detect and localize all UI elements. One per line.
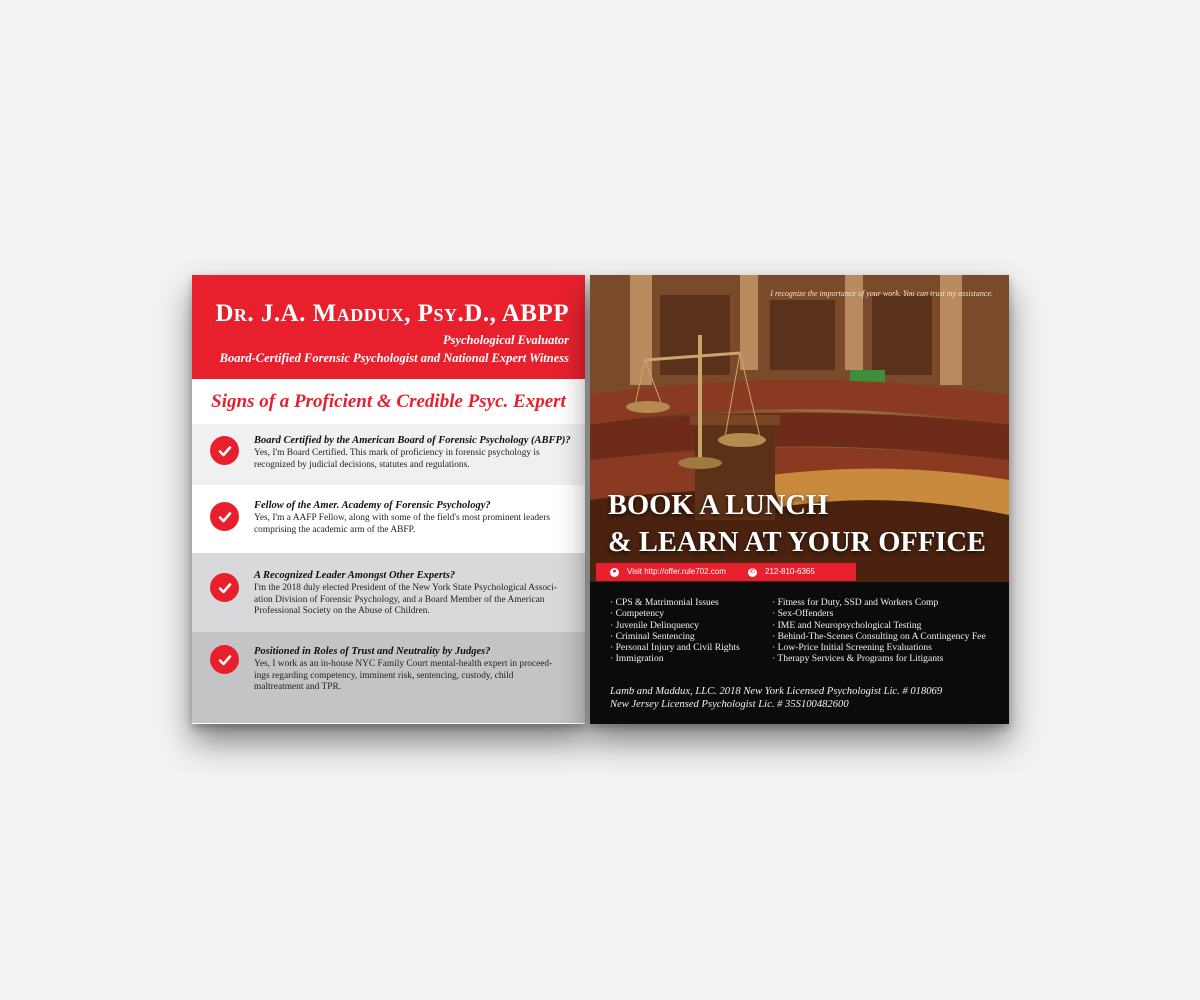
front-card bbox=[192, 275, 585, 724]
website-text[interactable]: Visit http://offer.rule702.com bbox=[627, 567, 726, 576]
phone-icon: ✆ bbox=[749, 568, 756, 575]
item-answer-line: Yes, I'm Board Certified. This mark of proficiency in forensic psychology is bbox=[254, 448, 540, 458]
item-answer bbox=[254, 583, 575, 618]
service-item: · Competency bbox=[610, 608, 740, 619]
checkmark-icon bbox=[210, 436, 239, 465]
service-item: · IME and Neuropsychological Testing bbox=[772, 620, 986, 631]
item-answer bbox=[254, 659, 575, 694]
headline bbox=[608, 487, 986, 561]
license-info bbox=[610, 685, 942, 711]
credential-item bbox=[192, 632, 585, 723]
item-question: A Recognized Leader Amongst Other Experts? bbox=[254, 570, 456, 581]
item-question: Fellow of the Amer. Academy of Forensic Psychology? bbox=[254, 500, 491, 511]
item-answer bbox=[254, 513, 575, 536]
item-answer-line: ation Division of Forensic Psychology, and a Board Member of the American bbox=[254, 594, 545, 605]
item-answer-line: comprising the academic arm of the ABFP. bbox=[254, 524, 416, 535]
checkmark-icon bbox=[210, 502, 239, 531]
item-question: Positioned in Roles of Trust and Neutrality by Judges? bbox=[254, 646, 491, 657]
service-item: · Juvenile Delinquency bbox=[610, 620, 740, 631]
item-answer-line: Professional Society on the Abuse of Children. bbox=[254, 606, 430, 616]
credential-item bbox=[192, 553, 585, 632]
license-line: Lamb and Maddux, LLC. 2018 New York Licensed Psychologist Lic. # 018069 bbox=[610, 686, 943, 697]
license-line: New Jersey Licensed Psychologist Lic. # 35S100482600 bbox=[610, 699, 849, 710]
item-answer-line: Yes, I work as an in-house NYC Family Court mental-health expert in proceed- bbox=[254, 659, 553, 669]
courtroom-photo bbox=[590, 275, 1009, 582]
header-banner bbox=[192, 275, 585, 379]
item-answer-line: I'm the 2018 duly elected President of the New York State Psychological Associ- bbox=[254, 583, 557, 593]
item-answer-line: ings regarding competency, imminent risk, sentencing, custody, child bbox=[254, 670, 514, 681]
tagline: I recognize the importance of your work. You can trust my assistance. bbox=[770, 289, 993, 298]
phone-text[interactable]: 212-810-6365 bbox=[765, 567, 815, 576]
services-list-left bbox=[610, 597, 740, 665]
signs-heading: Signs of a Proficient & Credible Psyc. Expert bbox=[211, 391, 566, 412]
website-contact[interactable] bbox=[610, 563, 726, 581]
back-card bbox=[590, 275, 1009, 724]
checkmark-icon bbox=[210, 573, 239, 602]
service-item: · Low-Price Initial Screening Evaluations bbox=[772, 642, 986, 653]
globe-icon: ● bbox=[610, 568, 619, 577]
item-answer-line: recognized by judicial decisions, statutes and regulations. bbox=[254, 459, 470, 470]
service-item: · Personal Injury and Civil Rights bbox=[610, 642, 740, 653]
credential-item bbox=[192, 485, 585, 553]
subtitle-evaluator: Psychological Evaluator bbox=[442, 333, 569, 347]
service-item: · Fitness for Duty, SSD and Workers Comp bbox=[772, 597, 986, 608]
headline-line-2: & LEARN AT YOUR OFFICE bbox=[608, 527, 986, 558]
item-question: Board Certified by the American Board of Forensic Psychology (ABFP)? bbox=[254, 435, 571, 446]
item-answer-line: maltreatment and TPR. bbox=[254, 682, 342, 692]
service-item: · Sex-Offenders bbox=[772, 608, 986, 619]
service-item: · Immigration bbox=[610, 653, 740, 664]
service-item: · Behind-The-Scenes Consulting on A Contingency Fee bbox=[772, 631, 986, 642]
item-answer bbox=[254, 448, 575, 471]
doctor-name: Dr. J.A. Maddux, Psy.D., ABPP bbox=[215, 300, 569, 327]
service-item: · CPS & Matrimonial Issues bbox=[610, 597, 740, 608]
headline-line-1: BOOK A LUNCH bbox=[608, 490, 829, 521]
service-item: · Therapy Services & Programs for Litigants bbox=[772, 653, 986, 664]
services-list-right bbox=[772, 597, 986, 665]
subtitle-credentials: Board-Certified Forensic Psychologist and National Expert Witness bbox=[219, 351, 569, 365]
service-item: · Criminal Sentencing bbox=[610, 631, 740, 642]
phone-contact[interactable] bbox=[748, 563, 815, 581]
item-answer-line: Yes, I'm a AAFP Fellow, along with some of the field's most prominent leaders bbox=[254, 513, 550, 523]
credential-item bbox=[192, 424, 585, 485]
checkmark-icon bbox=[210, 645, 239, 674]
